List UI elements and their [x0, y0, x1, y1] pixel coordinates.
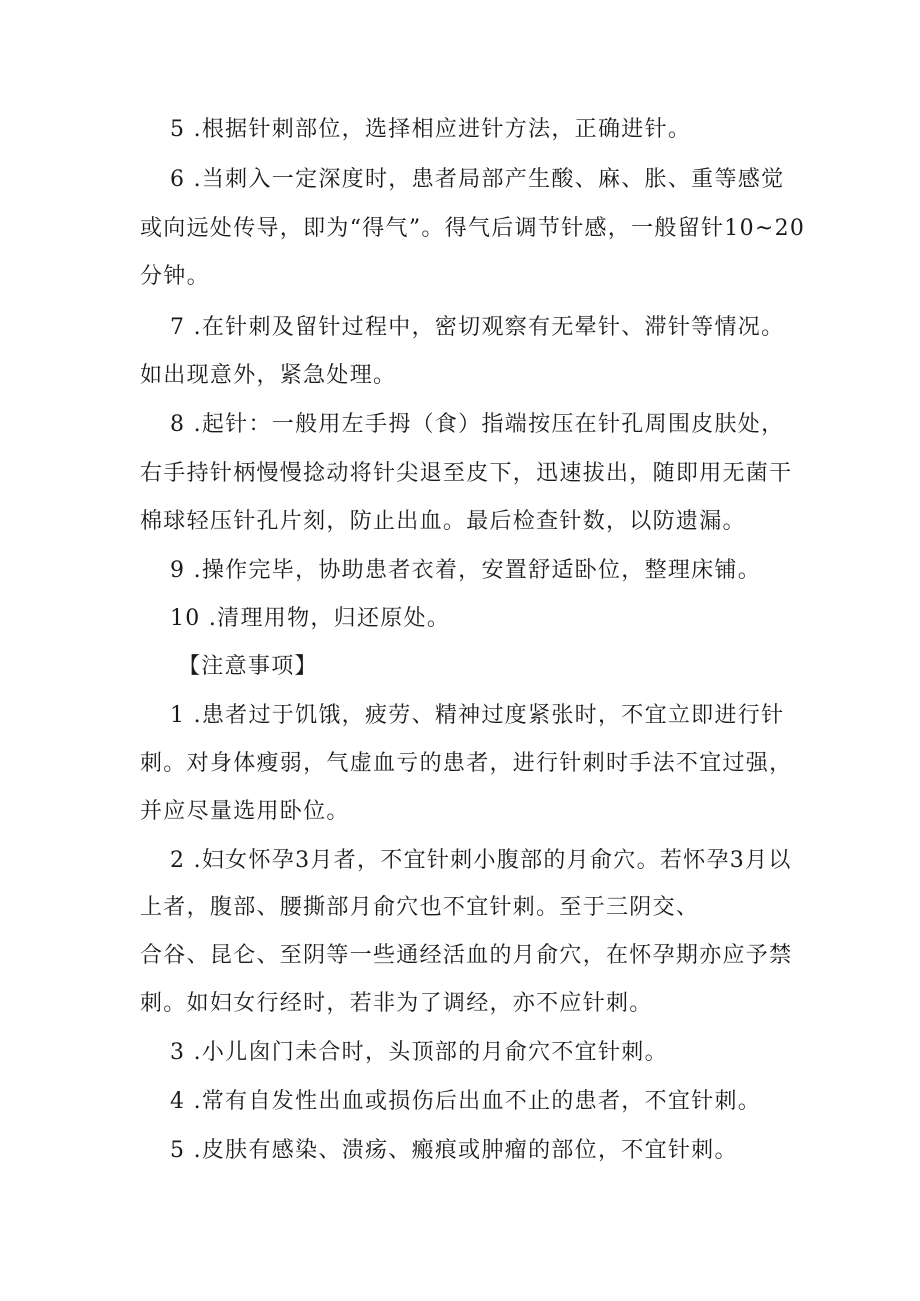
note-1-line-1: 1 .患者过于饥饿，疲劳、精神过度紧张时，不宜立即进行针 [170, 703, 785, 728]
step-7-line-1: 7 .在针刺及留针过程中，密切观察有无晕针、滞针等情况。 [170, 315, 785, 340]
note-1-line-3: 并应尽量选用卧位。 [140, 799, 350, 824]
step-6-line-3: 分钟。 [140, 264, 210, 289]
note-3-line: 3 .小儿囱门未合时，头顶部的月俞穴不宜针刺。 [170, 1040, 668, 1065]
note-2-line-3: 合谷、昆仑、至阴等一些通经活血的月俞穴，在怀孕期亦应予禁 [140, 943, 793, 968]
step-9-line: 9 .操作完毕，协助患者衣着，安置舒适卧位，整理床铺。 [170, 558, 762, 583]
note-2-line-4: 刺。如妇女行经时，若非为了调经，亦不应针刺。 [140, 991, 653, 1016]
note-5-line: 5 .皮肤有感染、溃疡、瘢痕或肿瘤的部位，不宜针刺。 [170, 1138, 738, 1163]
note-2-line-2: 上者，腹部、腰撕部月俞穴也不宜针刺。至于三阴交、 [140, 895, 700, 920]
step-6-line-2: 或向远处传导，即为“得气”。得气后调节针感，一般留针10~20 [140, 216, 806, 241]
note-2-line-1: 2 .妇女怀孕3月者，不宜针刺小腹部的月俞穴。若怀孕3月以 [170, 848, 792, 873]
step-8-line-3: 棉球轻压针孔片刻，防止出血。最后检查针数，以防遗漏。 [140, 509, 746, 534]
note-4-line: 4 .常有自发性出血或损伤后出血不止的患者，不宜针刺。 [170, 1089, 762, 1114]
step-8-line-2: 右手持针柄慢慢捻动将针尖退至皮下，迅速拔出，随即用无菌干 [140, 461, 793, 486]
step-8-line-1: 8 .起针：一般用左手拇（食）指端按压在针孔周围皮肤处， [170, 412, 785, 437]
step-6-line-1: 6 .当刺入一定深度时，患者局部产生酸、麻、胀、重等感觉 [170, 167, 785, 192]
step-7-line-2: 如出现意外，紧急处理。 [140, 363, 397, 388]
section-heading: 【注意事项】 [178, 654, 318, 679]
step-5-line: 5 .根据针刺部位，选择相应进针方法，正确进针。 [170, 117, 692, 142]
step-10-line: 10 .清理用物，归还原处。 [170, 606, 451, 631]
note-1-line-2: 刺。对身体瘦弱，气虚血亏的患者，进行针刺时手法不宜过强， [140, 751, 793, 776]
